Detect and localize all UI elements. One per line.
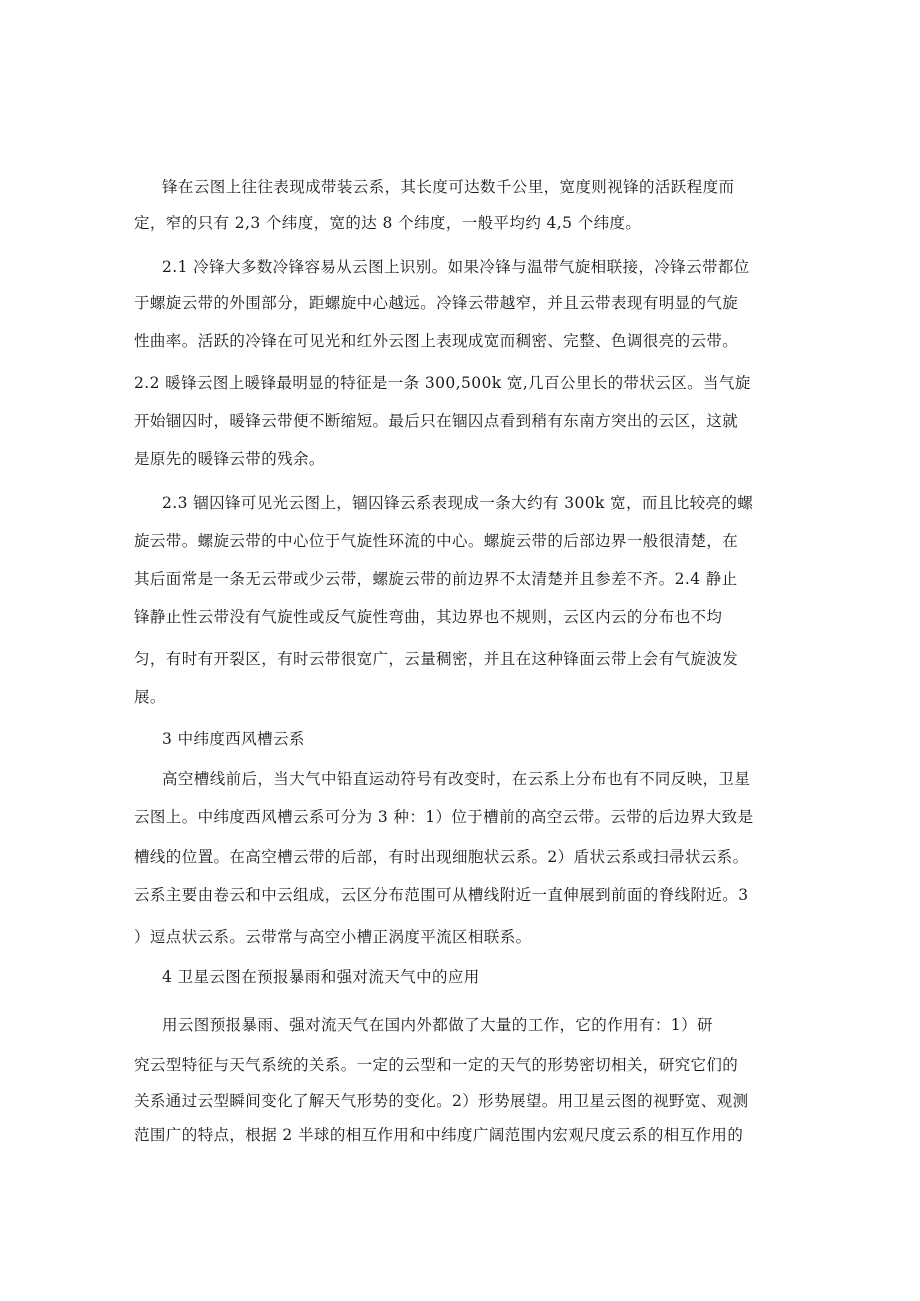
section-heading: 4 卫星云图在预报暴雨和强对流天气中的应用 (162, 968, 480, 986)
text-line: 定，窄的只有 2,3 个纬度，宽的达 8 个纬度，一般平均约 4,5 个纬度。 (134, 214, 642, 232)
text-line: 2.2 暖锋云图上暖锋最明显的特征是一条 300,500k 宽,几百公里长的带状云区。当气旋 (134, 374, 751, 392)
text-line: 展。 (134, 688, 166, 706)
text-line: ）逗点状云系。云带常与高空小槽正涡度平流区相联系。 (134, 928, 532, 946)
text-line: 云图上。中纬度西风槽云系可分为 3 种：1）位于槽前的高空云带。云带的后边界大致是 (134, 808, 754, 826)
text-line: 究云型特征与天气系统的关系。一定的云型和一定的天气的形势密切相关，研究它们的 (134, 1056, 739, 1074)
text-line: 于螺旋云带的外围部分，距螺旋中心越远。冷锋云带越窄，并且云带表现有明显的气旋 (134, 294, 739, 312)
text-line: 关系通过云型瞬间变化了解天气形势的变化。2）形势展望。用卫星云图的视野宽、观测 (134, 1092, 749, 1110)
text-line: 是原先的暖锋云带的残余。 (134, 450, 325, 468)
text-line: 高空槽线前后，当大气中铅直运动符号有改变时，在云系上分布也有不同反映，卫星 (162, 770, 751, 788)
text-line: 锋在云图上往往表现成带装云系，其长度可达数千公里，宽度则视锋的活跃程度而 (162, 178, 735, 196)
section-heading: 3 中纬度西风槽云系 (162, 730, 305, 748)
text-line: 匀，有时有开裂区，有时云带很宽广，云量稠密，并且在这种锋面云带上会有气旋波发 (134, 650, 739, 668)
text-line: 范围广的特点，根据 2 半球的相互作用和中纬度广阔范围内宏观尺度云系的相互作用的 (134, 1126, 744, 1144)
text-line: 云系主要由卷云和中云组成，云区分布范围可从槽线附近一直伸展到前面的脊线附近。3 (134, 886, 749, 904)
text-line: 锋静止性云带没有气旋性或反气旋性弯曲，其边界也不规则，云区内云的分布也不均 (134, 608, 723, 626)
text-line: 其后面常是一条无云带或少云带，螺旋云带的前边界不太清楚并且参差不齐。2.4 静止 (134, 570, 738, 588)
text-line: 用云图预报暴雨、强对流天气在国内外都做了大量的工作，它的作用有：1）研 (162, 1016, 713, 1034)
text-line: 旋云带。螺旋云带的中心位于气旋性环流的中心。螺旋云带的后部边界一般很清楚，在 (134, 532, 739, 550)
text-line: 槽线的位置。在高空槽云带的后部，有时出现细胞状云系。2）盾状云系或扫帚状云系。 (134, 848, 749, 866)
text-line: 2.3 锢囚锋可见光云图上，锢囚锋云系表现成一条大约有 300k 宽，而且比较亮的螺 (162, 494, 754, 512)
text-line: 性曲率。活跃的冷锋在可见光和红外云图上表现成宽而稠密、完整、色调很亮的云带。 (134, 332, 739, 350)
text-line: 开始锢囚时，暖锋云带便不断缩短。最后只在锢囚点看到稍有东南方突出的云区，这就 (134, 412, 739, 430)
text-line: 2.1 冷锋大多数冷锋容易从云图上识别。如果冷锋与温带气旋相联接，冷锋云带都位 (162, 258, 750, 276)
